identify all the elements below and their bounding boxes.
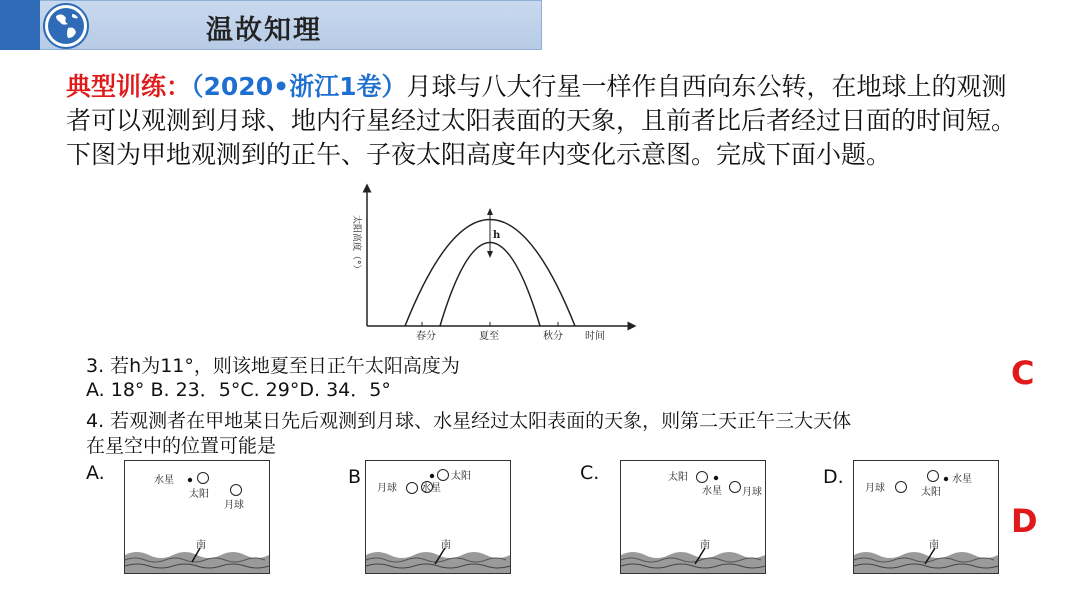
option-a-sun-label: 太阳 (189, 489, 209, 500)
option-d-sky-diagram (853, 460, 999, 574)
option-a-mercury-label: 水星 (154, 475, 174, 486)
question-3-options: A. 18° B. 23．5°C. 29°D. 34．5° (86, 379, 391, 401)
option-c-mercury-label: 水星 (702, 486, 722, 497)
option-c-moon-label: 月球 (742, 487, 762, 498)
intro-text: 月球与八大行星一样作自西向东公转，在地球上的观测者可以观测到月球、地内行星经过太阳表面的天象，且前者比后者经过日面的时间短。下图为甲地观测到的正午、子夜太阳高度年内变化示意图。完成下面小题。 (66, 72, 1017, 169)
option-b-sun-label: 太阳 (451, 471, 471, 482)
page-title: 温故知理 (206, 15, 322, 46)
option-c-sun-label: 太阳 (668, 472, 688, 483)
option-c-south-label: 南 (700, 540, 710, 551)
option-b-sun-circle (438, 470, 449, 481)
option-b-moon-circle (407, 483, 418, 494)
intro-paragraph (66, 70, 1018, 172)
globe-icon (42, 2, 90, 50)
question-4-text-line2: 在星空中的位置可能是 (86, 435, 277, 457)
option-d-moon-circle (896, 482, 907, 493)
option-d-letter: D. (823, 466, 844, 488)
question-3-text: 3. 若h为11°，则该地夏至日正午太阳高度为 (86, 355, 460, 377)
tick-spring-equinox: 春分 (416, 331, 436, 342)
y-axis-label: 太阳高度（°） (351, 215, 361, 274)
source-label: （2020•浙江1卷） (191, 72, 407, 101)
training-label: 典型训练： (66, 72, 192, 101)
option-d-mercury-dot (944, 477, 948, 481)
question-4-text-line1: 4. 若观测者在甲地某日先后观测到月球、水星经过太阳表面的天象，则第二天正午三大天体 (86, 410, 852, 432)
x-axis-label: 时间 (585, 331, 605, 342)
option-c-sun-circle (697, 472, 708, 483)
tick-summer-solstice: 夏至 (479, 331, 499, 342)
option-b-moon-label: 月球 (377, 483, 397, 494)
option-b-letter: B (348, 466, 362, 488)
question-4-answer: D (1011, 502, 1038, 540)
option-c-mercury-dot (714, 476, 718, 480)
option-c-sky-diagram (620, 460, 766, 574)
option-a-mercury-dot (188, 478, 192, 482)
option-b-south-label: 南 (441, 540, 451, 551)
option-d-sun-circle (928, 471, 939, 482)
tick-autumn-equinox: 秋分 (543, 331, 563, 342)
question-3-answer: C (1011, 354, 1035, 392)
option-a-sky-diagram (124, 460, 270, 574)
option-a-sun-circle (198, 473, 209, 484)
option-a-moon-circle (231, 485, 242, 496)
option-b-mercury-label: 水星 (421, 483, 441, 494)
option-b-mercury-dot (430, 474, 434, 478)
option-d-moon-label: 月球 (865, 483, 885, 494)
option-d-sun-label: 太阳 (921, 487, 941, 498)
option-a-moon-label: 月球 (224, 500, 244, 511)
header-accent-strip (0, 0, 40, 50)
h-label: h (493, 230, 501, 241)
option-d-mercury-label: 水星 (952, 474, 972, 485)
option-a-letter: A. (86, 462, 105, 484)
option-d-south-label: 南 (929, 540, 939, 551)
option-a-south-label: 南 (196, 540, 206, 551)
option-b-sky-diagram (365, 460, 511, 574)
option-c-moon-circle (730, 482, 741, 493)
option-c-letter: C. (580, 462, 600, 484)
sun-altitude-diagram (340, 183, 640, 343)
